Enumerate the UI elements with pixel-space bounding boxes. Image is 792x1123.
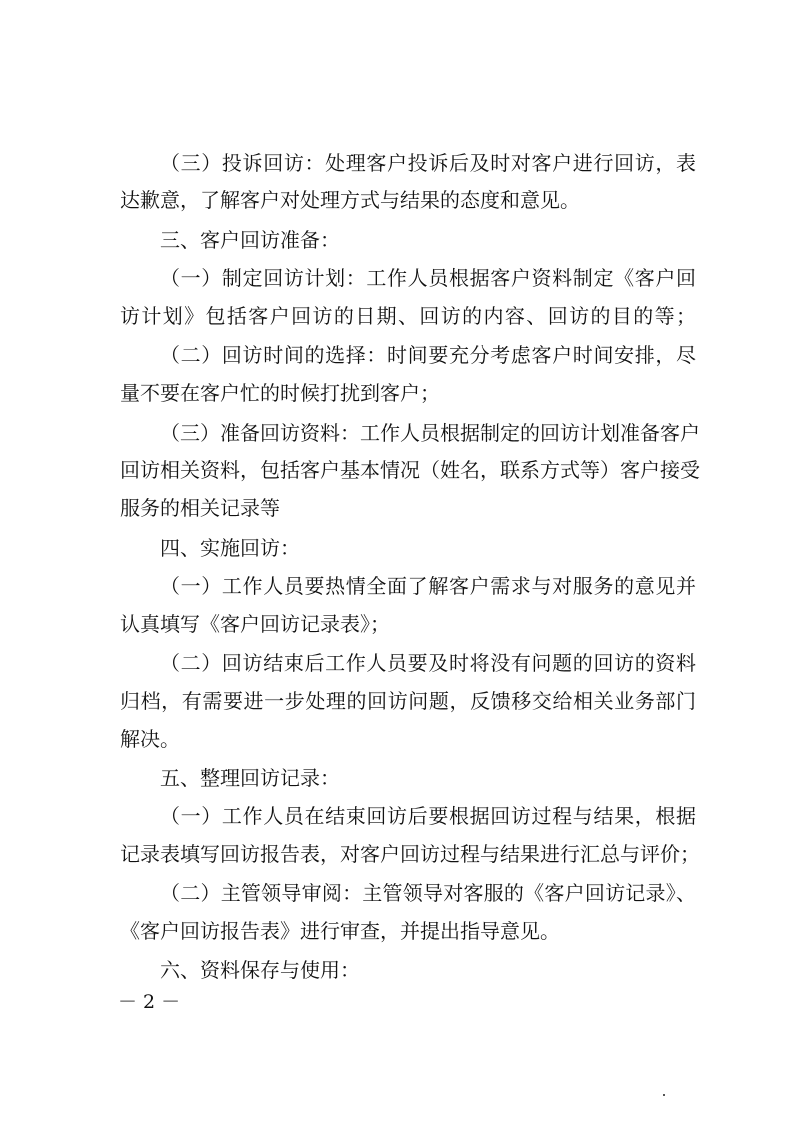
- scan-speck: [663, 1094, 665, 1096]
- paragraph-line: 达歉意，了解客户对处理方式与结果的态度和意见。: [120, 188, 580, 212]
- section-heading: 六、资料保存与使用：: [160, 958, 360, 982]
- paragraph-line: （一）工作人员在结束回访后要根据回访过程与结果，根据: [160, 804, 696, 828]
- paragraph-line: （一）制定回访计划：工作人员根据客户资料制定《客户回: [160, 266, 696, 290]
- paragraph-line: 《客户回访报告表》进行审查，并提出指导意见。: [120, 919, 560, 943]
- paragraph-line: （二）回访结束后工作人员要及时将没有问题的回访的资料: [160, 651, 696, 675]
- paragraph-line: （一）工作人员要热情全面了解客户需求与对服务的意见并: [160, 574, 696, 598]
- page-number: － 2 －: [118, 991, 181, 1013]
- paragraph-line: 解决。: [120, 727, 180, 751]
- paragraph-line: 记录表填写回访报告表，对客户回访过程与结果进行汇总与评价；: [120, 842, 700, 866]
- paragraph-line: 量不要在客户忙的时候打扰到客户；: [120, 381, 440, 405]
- paragraph-line: （三）投诉回访：处理客户投诉后及时对客户进行回访，表: [160, 151, 696, 175]
- paragraph-line: 回访相关资料，包括客户基本情况（姓名，联系方式等）客户接受: [120, 458, 700, 482]
- paragraph-line: （三）准备回访资料：工作人员根据制定的回访计划准备客户: [160, 421, 700, 445]
- section-heading: 五、整理回访记录：: [160, 766, 340, 790]
- paragraph-line: 访计划》包括客户回访的日期、回访的内容、回访的目的等；: [120, 304, 696, 328]
- paragraph-line: 归档，有需要进一步处理的回访问题，反馈移交给相关业务部门: [120, 689, 696, 713]
- paragraph-line: （二）主管领导审阅：主管领导对客服的《客户回访记录》、: [160, 881, 696, 905]
- paragraph-line: 认真填写《客户回访记录表》；: [120, 612, 390, 636]
- paragraph-line: 服务的相关记录等: [120, 496, 280, 520]
- section-heading: 三、客户回访准备：: [160, 228, 340, 252]
- section-heading: 四、实施回访：: [160, 536, 300, 560]
- paragraph-line: （二）回访时间的选择：时间要充分考虑客户时间安排，尽: [160, 343, 696, 367]
